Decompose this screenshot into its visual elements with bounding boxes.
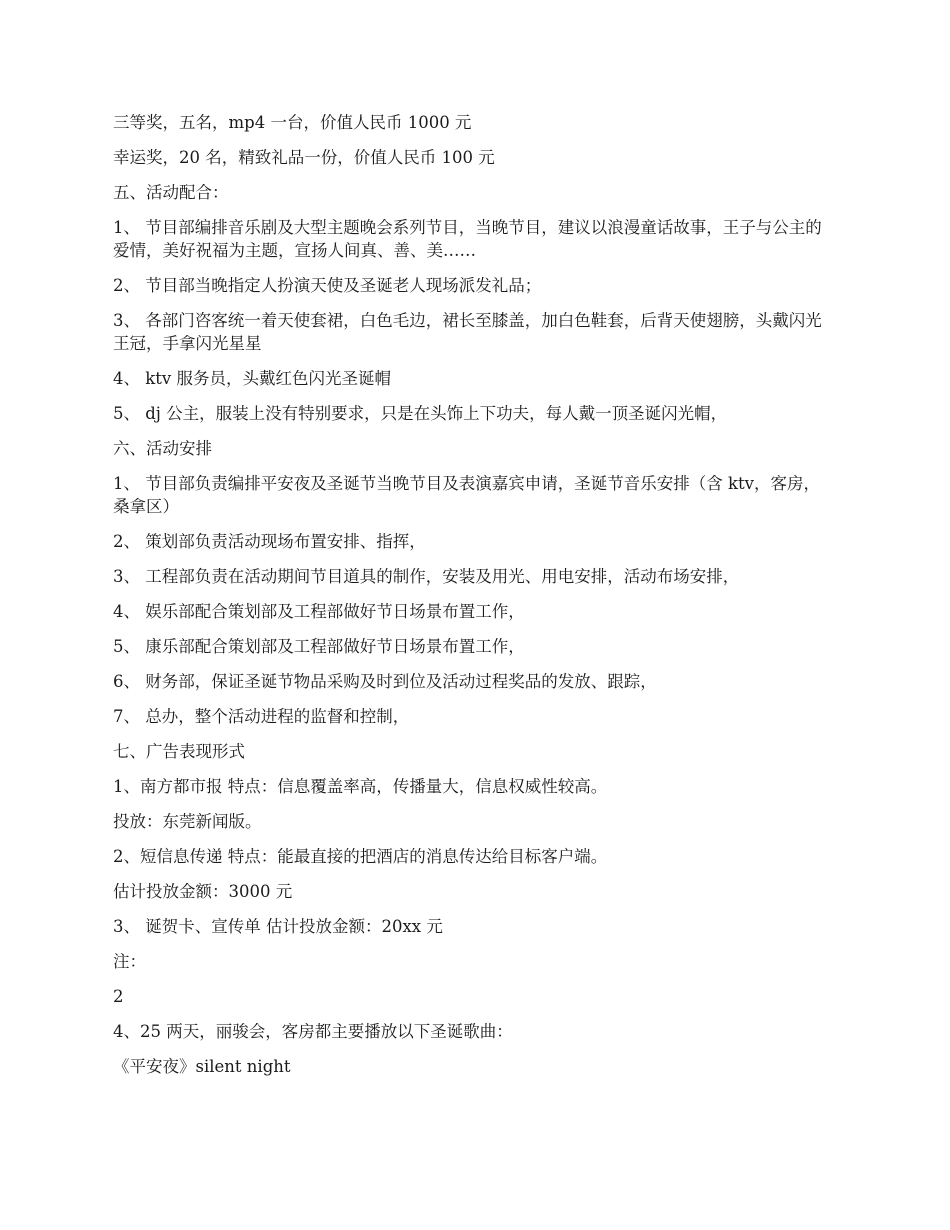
list-item-cooperation-1: 1、 节目部编排音乐剧及大型主题晚会系列节目，当晚节目，建议以浪漫童话故事，王子与公主的爱情，美好祝福为主题，宣扬人间真、善、美…… xyxy=(113,218,822,260)
note-songs-intro: 4、25 两天，丽骏会，客房都主要播放以下圣诞歌曲： xyxy=(113,1022,513,1041)
list-item-arrangement-6: 6、 财务部，保证圣诞节物品采购及时到位及活动过程奖品的发放、跟踪， xyxy=(113,672,657,691)
list-item-arrangement-3: 3、 工程部负责在活动期间节目道具的制作，安装及用光、用电安排，活动布场安排， xyxy=(113,567,740,586)
list-item-ad-2: 2、短信息传递 特点：能最直接的把酒店的消息传达给目标客户端。 xyxy=(113,847,608,866)
document-body xyxy=(113,111,833,1090)
ad-1-placement: 投放：东莞新闻版。 xyxy=(113,812,262,831)
list-item-cooperation-4: 4、 ktv 服务员，头戴红色闪光圣诞帽 xyxy=(113,369,391,388)
list-item-ad-1: 1、南方都市报 特点：信息覆盖率高，传播量大，信息权威性较高。 xyxy=(113,777,608,796)
song-title: 《平安夜》silent night xyxy=(113,1057,291,1076)
list-item-ad-3: 3、 诞贺卡、宣传单 估计投放金额：20xx 元 xyxy=(113,917,443,936)
paragraph-lucky-prize: 幸运奖，20 名，精致礼品一份，价值人民币 100 元 xyxy=(113,148,495,167)
list-item-cooperation-5: 5、 dj 公主，服装上没有特别要求，只是在头饰上下功夫，每人戴一顶圣诞闪光帽， xyxy=(113,404,728,423)
list-item-arrangement-4: 4、 娱乐部配合策划部及工程部做好节日场景布置工作， xyxy=(113,602,525,621)
heading-section-five: 五、活动配合： xyxy=(113,183,229,202)
list-item-cooperation-2: 2、 节目部当晚指定人扮演天使及圣诞老人现场派发礼品； xyxy=(113,276,542,295)
list-item-arrangement-2: 2、 策划部负责活动现场布置安排、指挥， xyxy=(113,532,426,551)
ad-2-budget: 估计投放金额：3000 元 xyxy=(113,882,293,901)
paragraph-third-prize: 三等奖，五名，mp4 一台，价值人民币 1000 元 xyxy=(113,113,472,132)
heading-section-seven: 七、广告表现形式 xyxy=(113,742,245,761)
note-label: 注： xyxy=(113,952,146,971)
list-item-arrangement-5: 5、 康乐部配合策划部及工程部做好节日场景布置工作， xyxy=(113,637,525,656)
note-number: 2 xyxy=(113,987,124,1006)
heading-section-six: 六、活动安排 xyxy=(113,439,212,458)
list-item-arrangement-1: 1、 节目部负责编排平安夜及圣诞节当晚节目及表演嘉宾申请，圣诞节音乐安排（含 ktv，客房，桑拿区） xyxy=(113,474,820,516)
list-item-arrangement-7: 7、 总办，整个活动进程的监督和控制， xyxy=(113,707,410,726)
list-item-cooperation-3: 3、 各部门咨客统一着天使套裙，白色毛边，裙长至膝盖，加白色鞋套，后背天使翅膀，头戴闪光王冠，手拿闪光星星 xyxy=(113,311,822,353)
